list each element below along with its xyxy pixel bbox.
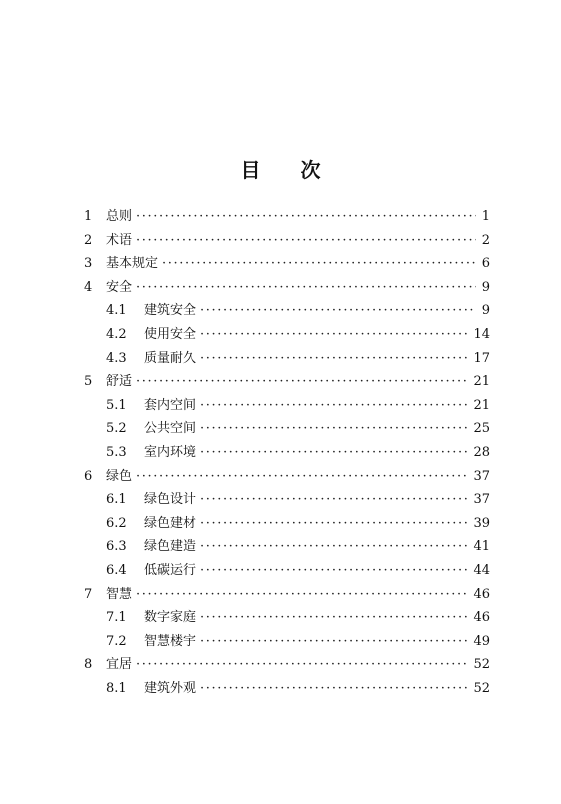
dot-leader bbox=[136, 374, 469, 389]
toc-section-entry[interactable] bbox=[84, 488, 490, 512]
toc-chapter-entry[interactable] bbox=[84, 583, 490, 607]
toc-entry-label: 绿色 bbox=[106, 468, 133, 484]
dot-leader bbox=[200, 421, 469, 436]
toc-entry-page: 52 bbox=[473, 680, 490, 696]
toc-entry-label: 建筑外观 bbox=[144, 680, 197, 696]
toc-entry-number: 7 bbox=[84, 586, 93, 602]
toc-entry-label: 术语 bbox=[106, 232, 133, 248]
toc-section-entry[interactable] bbox=[84, 606, 490, 630]
toc-section-entry[interactable] bbox=[84, 347, 490, 371]
toc-entry-number: 4.2 bbox=[106, 326, 127, 342]
toc-section-entry[interactable] bbox=[84, 299, 490, 323]
toc-entry-number: 6.4 bbox=[106, 562, 127, 578]
toc-entry-number: 4 bbox=[84, 279, 93, 295]
dot-leader bbox=[200, 610, 469, 625]
toc-entry-number: 5 bbox=[84, 374, 93, 390]
dot-leader bbox=[136, 657, 469, 672]
toc-entry-number: 8 bbox=[84, 657, 93, 673]
toc-section-entry[interactable] bbox=[84, 441, 490, 465]
toc-entry-label: 绿色设计 bbox=[144, 492, 197, 508]
toc-entry-label: 数字家庭 bbox=[144, 610, 197, 626]
toc-entry-label: 绿色建造 bbox=[144, 539, 197, 555]
toc-section-entry[interactable] bbox=[84, 559, 490, 583]
toc-entry-page: 2 bbox=[481, 232, 490, 248]
page-title bbox=[0, 154, 561, 183]
toc-entry-number: 7.1 bbox=[106, 610, 127, 626]
toc-entry-number: 2 bbox=[84, 232, 93, 248]
toc-entry-number: 5.3 bbox=[106, 444, 127, 460]
dot-leader bbox=[200, 351, 469, 366]
toc-entry-page: 21 bbox=[473, 397, 490, 413]
toc-section-entry[interactable] bbox=[84, 630, 490, 654]
toc-chapter-entry[interactable] bbox=[84, 252, 490, 276]
toc-entry-label: 绿色建材 bbox=[144, 515, 197, 531]
toc-chapter-entry[interactable] bbox=[84, 465, 490, 489]
toc-entry-number: 6 bbox=[84, 468, 93, 484]
toc-entry-number: 8.1 bbox=[106, 680, 127, 696]
toc-entry-page: 37 bbox=[473, 468, 490, 484]
dot-leader bbox=[136, 233, 476, 248]
toc-entry-label: 宜居 bbox=[106, 657, 133, 673]
toc-entry-number: 3 bbox=[84, 256, 93, 272]
toc-section-entry[interactable] bbox=[84, 323, 490, 347]
toc-entry-page: 21 bbox=[473, 374, 490, 390]
toc-entry-number: 6.2 bbox=[106, 515, 127, 531]
dot-leader bbox=[200, 516, 469, 531]
toc-entry-label: 舒适 bbox=[106, 374, 133, 390]
toc-entry-number: 7.2 bbox=[106, 633, 127, 649]
toc-entry-page: 44 bbox=[473, 562, 490, 578]
dot-leader bbox=[200, 303, 476, 318]
dot-leader bbox=[136, 587, 469, 602]
toc-entry-label: 智慧楼宇 bbox=[144, 633, 197, 649]
toc-entry-page: 37 bbox=[473, 492, 490, 508]
toc-entry-number: 6.3 bbox=[106, 539, 127, 555]
toc-entry-label: 建筑安全 bbox=[144, 303, 197, 319]
dot-leader bbox=[200, 398, 469, 413]
toc-entry-number: 6.1 bbox=[106, 492, 127, 508]
dot-leader bbox=[200, 681, 469, 696]
toc-chapter-entry[interactable] bbox=[84, 205, 490, 229]
toc-section-entry[interactable] bbox=[84, 417, 490, 441]
dot-leader bbox=[200, 563, 469, 578]
toc-entry-page: 28 bbox=[473, 444, 490, 460]
toc-chapter-entry[interactable] bbox=[84, 276, 490, 300]
title-char-1: 目 bbox=[240, 158, 261, 182]
toc-entry-page: 39 bbox=[473, 515, 490, 531]
toc-chapter-entry[interactable] bbox=[84, 229, 490, 253]
toc-entry-page: 14 bbox=[473, 326, 490, 342]
toc-entry-label: 套内空间 bbox=[144, 397, 197, 413]
toc-entry-number: 5.1 bbox=[106, 397, 127, 413]
toc-entry-label: 质量耐久 bbox=[144, 350, 197, 366]
toc-entry-label: 低碳运行 bbox=[144, 562, 197, 578]
dot-leader bbox=[162, 256, 476, 271]
toc-entry-number: 4.1 bbox=[106, 303, 127, 319]
toc-entry-page: 52 bbox=[473, 657, 490, 673]
title-char-2: 次 bbox=[300, 158, 321, 182]
toc-entry-page: 49 bbox=[473, 633, 490, 649]
toc-entry-label: 总则 bbox=[106, 209, 133, 224]
dot-leader bbox=[200, 539, 469, 554]
dot-leader bbox=[200, 445, 469, 460]
toc-section-entry[interactable] bbox=[84, 535, 490, 559]
toc-entry-page: 1 bbox=[481, 209, 490, 224]
toc-entry-page: 41 bbox=[473, 539, 490, 555]
toc-entry-page: 9 bbox=[481, 279, 490, 295]
toc-entry-label: 安全 bbox=[106, 279, 133, 295]
toc-entry-number: 4.3 bbox=[106, 350, 127, 366]
toc-entry-label: 基本规定 bbox=[106, 256, 159, 272]
toc-entry-page: 6 bbox=[481, 256, 490, 272]
dot-leader bbox=[200, 634, 469, 649]
toc-entry-page: 9 bbox=[481, 303, 490, 319]
table-of-contents bbox=[84, 205, 490, 700]
toc-section-entry[interactable] bbox=[84, 394, 490, 418]
toc-section-entry[interactable] bbox=[84, 677, 490, 701]
toc-entry-page: 25 bbox=[473, 421, 490, 437]
toc-entry-label: 使用安全 bbox=[144, 326, 197, 342]
toc-chapter-entry[interactable] bbox=[84, 370, 490, 394]
toc-entry-page: 46 bbox=[473, 610, 490, 626]
toc-entry-number: 5.2 bbox=[106, 421, 127, 437]
toc-entry-label: 室内环境 bbox=[144, 444, 197, 460]
toc-entry-label: 公共空间 bbox=[144, 421, 197, 437]
dot-leader bbox=[200, 327, 469, 342]
toc-entry-label: 智慧 bbox=[106, 586, 133, 602]
dot-leader bbox=[200, 492, 469, 507]
toc-entry-page: 17 bbox=[473, 350, 490, 366]
toc-entry-number: 1 bbox=[84, 209, 93, 224]
dot-leader bbox=[136, 469, 469, 484]
dot-leader bbox=[136, 209, 476, 224]
dot-leader bbox=[136, 280, 476, 295]
toc-chapter-entry[interactable] bbox=[84, 653, 490, 677]
toc-entry-page: 46 bbox=[473, 586, 490, 602]
toc-section-entry[interactable] bbox=[84, 512, 490, 536]
